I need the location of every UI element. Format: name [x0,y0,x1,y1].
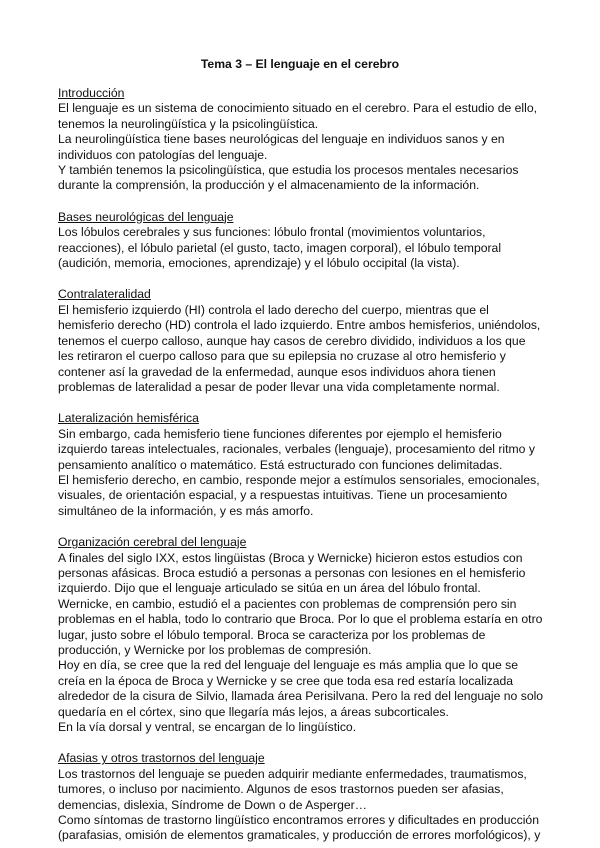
paragraph: Como síntomas de trastorno lingüístico encontramos errores y dificultades en producción (parafasias, omisión de elementos gramaticales, y producción de errores morfológicos), y [58,813,541,843]
paragraph: A finales del siglo IXX, estos lingüistas (Broca y Wernicke) hicieron estos estudios con personas afásicas. Broca estudió a personas a personas con lesiones en el hemisferio izquierdo. Dijo que el lenguaje articulado se sitúa en un área del lóbulo frontal. [58,550,526,596]
paragraph: Los trastornos del lenguaje se pueden adquirir mediante enfermedades, traumatismos, tumores, o incluso por nacimiento. Algunos de esos trastornos pueden ser afasias, demencias, dislexia, Síndrome de Down o de Asperger… [58,766,527,812]
paragraph: El hemisferio derecho, en cambio, responde mejor a estímulos sensoriales, emocionales, visuales, de orientación espacial, y a respuestas intuitivas. Tiene un procesamiento simultáneo de la información, y es más amorfo. [58,472,540,518]
paragraph: El lenguaje es un sistema de conocimiento situado en el cerebro. Para el estudio de ello, tenemos la neurolingüística y la psicolingüística. [58,101,537,131]
section-heading: Introducción [58,86,125,100]
paragraph: Hoy en día, se cree que la red del lenguaje del lenguaje es más amplia que lo que se creía en la época de Broca y Wernicke y se cree que toda esa red estaría localizada alrededor de la cisura de Silvio, llamada área Perisilvana. Pero la red del lenguaje no solo quedaría en el córtex, sino que llegaría más lejos, a áreas subcorticales. [58,658,544,719]
section-heading: Contralateralidad [58,287,151,302]
section-heading: Afasias y otros trastornos del lenguaje [58,751,265,766]
paragraph: En la vía dorsal y ventral, se encargan de lo lingüístico. [58,720,357,735]
section-organizacion-cerebral [58,535,544,735]
section-heading: Organización cerebral del lenguaje [58,535,247,550]
section-lateralizacion [58,411,544,519]
paragraph: Wernicke, en cambio, estudió el a pacientes con problemas de comprensión pero sin problemas en el habla, todo lo contrario que Broca. Por lo que el problema estaría en otro lugar, justo sobre el lóbulo temporal. Broca se caracteriza por los problemas de producción, y Wernicke por los problemas de compresión. [58,596,543,657]
section-contralateralidad [58,287,544,395]
section-bases-neurologicas [58,210,544,272]
section-afasias [58,751,544,843]
paragraph: Y también tenemos la psicolingüística, que estudia los procesos mentales necesarios durante la comprensión, la producción y el almacenamiento de la información. [58,163,519,193]
paragraph: Sin embargo, cada hemisferio tiene funciones diferentes por ejemplo el hemisferio izquierdo tareas intelectuales, racionales, verbales (lenguaje), procesamiento del ritmo y pensamiento analítico o matemático. Está estructurado con funciones delimitadas. [58,426,535,472]
section-heading: Bases neurológicas del lenguaje [58,209,234,224]
document-body [58,86,544,848]
paragraph: El hemisferio izquierdo (HI) controla el lado derecho del cuerpo, mientras que el hemisferio derecho (HD) controla el lado izquierdo. Entre ambos hemisferios, uniéndolos, tenemos el cuerpo calloso, aunque hay casos de cerebro dividido, individuos a los que les retiraron el cuerpo calloso para que su epilepsia no cruzase al otro hemisferio y contener así la gravedad de la enfermedad, aunque esos individuos ahora tienen problemas de lateralidad a pesar de poder llevar una vida completamente normal. [58,302,541,394]
section-introduccion [58,86,544,194]
paragraph: Los lóbulos cerebrales y sus funciones: lóbulo frontal (movimientos voluntarios, reacciones), el lóbulo parietal (el gusto, tacto, imagen corporal), el lóbulo temporal (audición, memoria, emociones, aprendizaje) y el lóbulo occipital (la vista). [58,225,502,271]
document-title: Tema 3 – El lenguaje en el cerebro [200,57,400,71]
section-heading: Lateralización hemisférica [58,411,199,426]
paragraph: La neurolingüística tiene bases neurológicas del lenguaje en individuos sanos y en individuos con patologías del lenguaje. [58,132,505,162]
